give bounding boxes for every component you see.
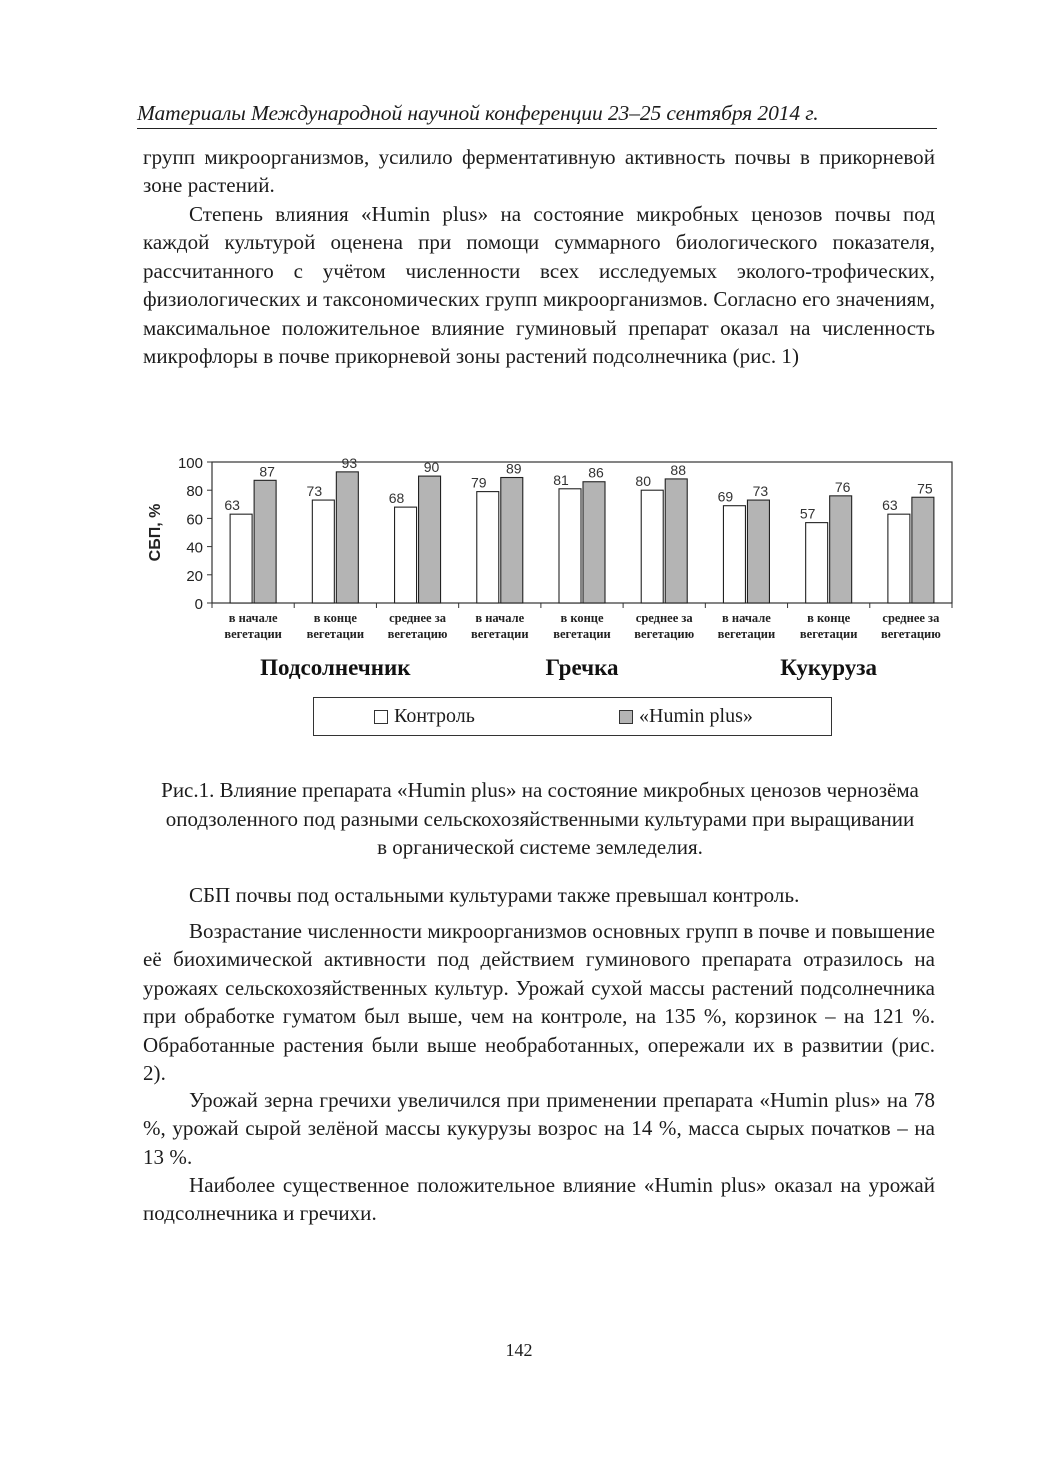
data-label-humin-plus: 86 xyxy=(588,464,604,481)
bar-control xyxy=(559,489,581,603)
x-category-label: вегетацию xyxy=(880,627,941,641)
body-paragraph-1: групп микроорганизмов, усилило ферментативную активность почвы в прикорневой зоне растений. xyxy=(143,145,935,198)
data-label-humin-plus: 75 xyxy=(917,480,933,497)
bar-control xyxy=(723,506,745,603)
x-category-label: вегетации xyxy=(224,627,282,641)
data-label-humin-plus: 90 xyxy=(423,459,440,476)
bar-control xyxy=(477,492,499,603)
x-category-label: в начале xyxy=(475,611,525,625)
bar-humin-plus xyxy=(501,478,523,603)
data-label-humin-plus: 88 xyxy=(670,461,687,478)
data-label-control: 79 xyxy=(470,474,487,491)
data-label-control: 80 xyxy=(635,473,652,490)
bar-control xyxy=(395,507,417,603)
data-label-control: 73 xyxy=(306,483,323,500)
x-category-label: вегетацию xyxy=(634,627,695,641)
x-category-label: вегетации xyxy=(717,627,776,641)
x-category-label: среднее за xyxy=(882,611,940,625)
legend-label-humin: «Humin plus» xyxy=(639,705,753,727)
chart-legend xyxy=(313,697,832,736)
data-label-control: 63 xyxy=(882,497,898,514)
data-label-humin-plus: 73 xyxy=(752,483,769,500)
bar-control xyxy=(806,523,828,603)
y-tick-label: 80 xyxy=(186,483,203,501)
y-tick-label: 100 xyxy=(177,455,203,472)
page-number: 142 xyxy=(505,1340,533,1360)
bar-control xyxy=(641,490,663,603)
y-axis-label: СБП, % xyxy=(147,503,164,562)
x-category-label: вегетации xyxy=(306,627,365,641)
y-tick-label: 20 xyxy=(186,567,203,585)
bar-humin-plus xyxy=(665,479,687,603)
bar-humin-plus xyxy=(747,500,769,603)
x-category-label: вегетации xyxy=(799,627,858,641)
x-category-label: вегетации xyxy=(553,627,611,641)
x-category-label: в конце xyxy=(560,611,604,625)
bar-control xyxy=(230,514,252,603)
bar-humin-plus xyxy=(419,476,441,603)
bar-humin-plus xyxy=(912,497,934,603)
data-label-control: 57 xyxy=(799,505,816,522)
x-group-label: Гречка xyxy=(545,655,619,680)
x-category-label: вегетацию xyxy=(387,627,448,641)
data-label-control: 69 xyxy=(717,488,734,505)
x-category-label: в конце xyxy=(807,611,851,625)
bar-humin-plus xyxy=(830,496,852,603)
x-category-label: в начале xyxy=(722,611,771,625)
data-label-control: 68 xyxy=(388,490,405,507)
legend-item-humin xyxy=(619,705,753,728)
data-label-humin-plus: 87 xyxy=(259,463,275,480)
bar-humin-plus xyxy=(583,482,605,603)
data-label-control: 63 xyxy=(224,497,240,514)
x-group-label: Кукуруза xyxy=(780,655,878,680)
data-label-humin-plus: 89 xyxy=(505,460,522,477)
y-tick-label: 40 xyxy=(186,539,203,557)
x-category-label: в начале xyxy=(228,611,278,625)
bar-chart xyxy=(0,430,1038,695)
body-paragraph-4: Возрастание численности микроорганизмов основных групп в почве и повышение её биохимической активности под действием гуминового препарата отразилось на урожаях сельскохозяйственных культур. Урожай сухой массы растений подсолнечника при обработке гуматом был выше, чем на контроле, на 135 %, корзинок – на 121 %. Обработанные растения были выше необработанных, опережали их в развитии (рис. 2). xyxy=(143,919,935,1086)
y-tick-label: 0 xyxy=(194,596,203,613)
x-category-label: среднее за xyxy=(635,611,693,625)
body-paragraph-3: СБП почвы под остальными культурами также превышал контроль. xyxy=(189,883,800,907)
data-label-humin-plus: 76 xyxy=(834,478,851,495)
body-paragraph-2: Степень влияния «Humin plus» на состояние микробных ценозов почвы под каждой культурой оценена при помощи суммарного биологического показателя, рассчитанного с учётом численности всех исследуемых эколого-трофических, физиологических и таксономических групп микроорганизмов. Согласно его значениям, максимальное положительное влияние гуминовый препарат оказал на численность микрофлоры в почве прикорневой зоны растений подсолнечника (рис. 1) xyxy=(143,202,935,369)
x-group-label: Подсолнечник xyxy=(260,655,411,680)
body-paragraph-5: Урожай зерна гречихи увеличился при применении препарата «Humin plus» на 78 %, урожай сырой зелёной массы кукурузы возрос на 14 %, масса сырых початков – на 13 %. xyxy=(143,1088,935,1169)
data-label-control: 81 xyxy=(553,471,569,488)
legend-item-control xyxy=(374,705,475,728)
x-category-label: вегетации xyxy=(471,627,529,641)
bar-humin-plus xyxy=(336,472,358,603)
body-paragraph-6: Наиболее существенное положительное влияние «Humin plus» оказал на урожай подсолнечника и гречихи. xyxy=(143,1173,935,1226)
legend-swatch-control xyxy=(374,710,388,724)
bar-control xyxy=(888,514,910,603)
running-header: Материалы Международной научной конференции 23–25 сентября 2014 г. xyxy=(137,100,937,129)
data-label-humin-plus: 93 xyxy=(341,454,358,471)
x-category-label: в конце xyxy=(313,611,357,625)
legend-label-control: Контроль xyxy=(394,705,475,727)
bar-humin-plus xyxy=(254,480,276,603)
figure-caption: Рис.1. Влияние препарата «Humin plus» на состояние микробных ценозов чернозёма оподзоленного под разными сельскохозяйственными культурами при выращивании в органической системе земледелия. xyxy=(161,778,919,859)
bar-control xyxy=(312,500,334,603)
y-tick-label: 60 xyxy=(186,511,203,529)
x-category-label: среднее за xyxy=(389,611,447,625)
legend-swatch-humin xyxy=(619,710,633,724)
